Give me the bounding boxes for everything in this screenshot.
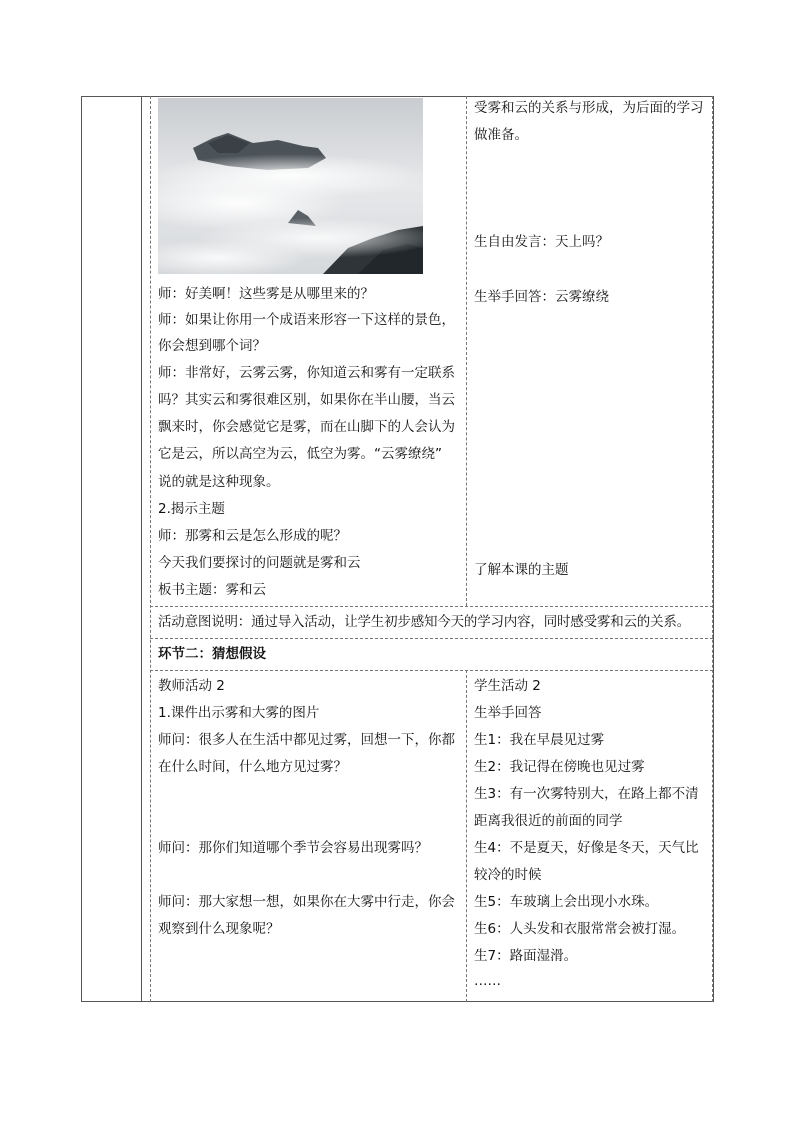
teacher-activity-header: 教师活动 2: [158, 678, 225, 694]
student-line: 生7：路面湿滑。: [474, 948, 578, 964]
column-divider-top: [466, 96, 467, 606]
column-divider-bottom: [466, 670, 467, 1002]
teacher-line: 师：非常好，云雾云雾，你知道云和雾有一定联系: [158, 365, 455, 381]
teacher-line: 师：如果让你用一个成语来形容一下这样的景色，: [158, 312, 455, 328]
teacher-line: 飘来时，你会感觉它是雾，而在山脚下的人会认为: [158, 419, 455, 435]
student-activity-header: 学生活动 2: [474, 678, 541, 694]
section-title: 环节二：猜想假设: [158, 646, 266, 662]
student-line: 较冷的时候: [474, 867, 542, 883]
teacher-line: 你会想到哪个词？: [158, 338, 266, 354]
student-line: 生自由发言：天上吗？: [474, 234, 609, 250]
student-line: 生4：不是夏天，好像是冬天，天气比: [474, 840, 699, 856]
student-line: 生举手回答: [474, 705, 542, 721]
teacher-line: 板书主题：雾和云: [158, 582, 266, 598]
inner-right-divider: [712, 96, 713, 1002]
mountain-fog-photo: [158, 98, 423, 274]
student-line: 受雾和云的关系与形成，为后面的学习: [474, 100, 704, 116]
teacher-line: 在什么时间，什么地方见过雾？: [158, 759, 347, 775]
student-line: 生举手回答：云雾缭绕: [474, 289, 609, 305]
teacher-line: 吗？其实云和雾很难区别，如果你在半山腰，当云: [158, 392, 455, 408]
student-line: 生1：我在早晨见过雾: [474, 732, 605, 748]
teacher-line: 观察到什么现象呢？: [158, 921, 280, 937]
row-divider-1: [150, 606, 713, 607]
student-line: 了解本课的主题: [474, 562, 569, 578]
student-line: 生3：有一次雾特别大，在路上都不清: [474, 786, 699, 802]
teacher-line: 它是云，所以高空为云，低空为雾。“云雾缭绕”: [158, 446, 442, 462]
row-divider-2: [150, 638, 713, 639]
student-line: 生6：人头发和衣服常常会被打湿。: [474, 921, 686, 937]
student-line: 距离我很近的前面的同学: [474, 813, 623, 829]
teacher-line: 今天我们要探讨的问题就是雾和云: [158, 555, 361, 571]
row-divider-3: [150, 670, 713, 671]
left-column-divider: [141, 96, 142, 1002]
teacher-line: 师：那雾和云是怎么形成的呢？: [158, 528, 347, 544]
student-line: 做准备。: [474, 127, 528, 143]
teacher-line: 说的就是这种现象。: [158, 474, 280, 490]
teacher-line: 师问：那大家想一想，如果你在大雾中行走，你会: [158, 894, 455, 910]
teacher-line: 师：好美啊！这些雾是从哪里来的？: [158, 286, 374, 302]
student-line: 生2：我记得在傍晚也见过雾: [474, 759, 645, 775]
teacher-line: 2.揭示主题: [158, 501, 225, 517]
teacher-line: 师问：那你们知道哪个季节会容易出现雾吗？: [158, 840, 428, 856]
teacher-line: 师问：很多人在生活中都见过雾，回想一下，你都: [158, 732, 455, 748]
student-line: 生5：车玻璃上会出现小水珠。: [474, 894, 659, 910]
student-line: ……: [474, 973, 501, 989]
inner-left-divider: [150, 96, 151, 1002]
teacher-line: 1.课件出示雾和大雾的图片: [158, 705, 320, 721]
activity-intent-note: 活动意图说明：通过导入活动，让学生初步感知今天的学习内容，同时感受雾和云的关系。: [158, 614, 690, 630]
